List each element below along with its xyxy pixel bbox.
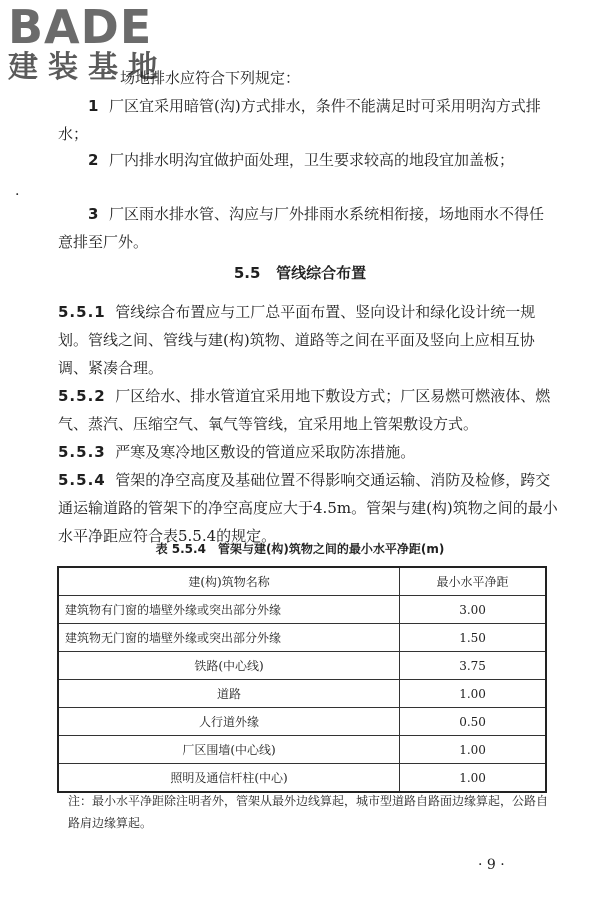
clause-554 [58,466,558,550]
table-row [58,708,546,736]
page-number: · 9 · [478,857,505,873]
clause-552 [58,382,558,438]
table-row [58,764,546,793]
list-item-2 [58,146,558,174]
table-cell-value: 3.00 [400,596,546,624]
clause-number: 5.5.1 [58,303,106,321]
list-item-3 [58,200,558,256]
table-cell-value: 1.00 [400,736,546,764]
clause-text: 严寒及寒冷地区敷设的管道应采取防冻措施。 [115,443,416,461]
list-item-number: 3 [88,205,100,223]
table-cell-value: 0.50 [400,708,546,736]
table-cell-name: 人行道外缘 [58,708,400,736]
table-note: 注：最小水平净距除注明者外，管架从最外边线算起，城市型道路自路面边缘算起，公路自路肩边缘算起。 [68,794,549,830]
table-row [58,652,546,680]
list-item-text: 厂内排水明沟宜做护面处理，卫生要求较高的地段宜加盖板； [108,151,514,169]
clause-553 [58,438,558,466]
clause-intro [120,64,560,92]
table-cell-value: 1.00 [400,680,546,708]
table-cell-name: 建筑物有门窗的墙壁外缘或突出部分外缘 [58,596,400,624]
table-row [58,624,546,652]
section-number: 5.5 [233,264,261,282]
clause-number: 5.5.2 [58,387,106,405]
table-caption: 表 5.5.4 管架与建(构)筑物之间的最小水平净距(m) [155,542,445,556]
table-cell-value: 1.50 [400,624,546,652]
list-item-text: 厂区宜采用暗管(沟)方式排水，条件不能满足时可采用明沟方式排水； [58,97,541,143]
clause-text: 管线综合布置应与工厂总平面布置、竖向设计和绿化设计统一规划。管线之间、管线与建(构)筑物、道路等之间在平面及竖向上应相互协调、紧凑合理。 [58,303,536,377]
table-cell-name: 建筑物无门窗的墙壁外缘或突出部分外缘 [58,624,400,652]
table-row [58,596,546,624]
list-item-1 [58,92,558,148]
clause-551 [58,298,558,382]
list-item-number: 1 [88,97,100,115]
logo-chinese: 建装基地 [8,50,168,85]
clause-number: 5.5.4 [58,471,106,489]
table-header-row [58,567,546,596]
clearance-table [57,566,547,793]
clause-intro-text: 场地排水应符合下列规定： [120,69,301,87]
table-cell-name: 厂区围墙(中心线) [58,736,400,764]
table-header-name: 建(构)筑物名称 [58,567,400,596]
clause-number: 5.5.3 [58,443,106,461]
list-item-number: 2 [88,151,100,169]
table-cell-value: 3.75 [400,652,546,680]
table-cell-name: 铁路(中心线) [58,652,400,680]
stray-dot: . [15,183,20,199]
table-row [58,680,546,708]
section-heading [0,262,600,283]
table-cell-value: 1.00 [400,764,546,793]
table-cell-name: 道路 [58,680,400,708]
list-item-text: 厂区雨水排水管、沟应与厂外排雨水系统相衔接，场地雨水不得任意排至厂外。 [58,205,544,251]
table-cell-name: 照明及通信杆柱(中心) [58,764,400,793]
table-row [58,736,546,764]
logo-wordmark: BADE [8,0,153,54]
section-title: 管线综合布置 [276,264,367,282]
clause-text: 管架的净空高度及基础位置不得影响交通运输、消防及检修，跨交通运输道路的管架下的净空高度应大于4.5m。管架与建(构)筑物之间的最小水平净距应符合表5.5.4的规定。 [58,471,558,545]
table-header-value: 最小水平净距 [400,567,546,596]
clause-text: 厂区给水、排水管道宜采用地下敷设方式；厂区易燃可燃液体、燃气、蒸汽、压缩空气、氧气等管线，宜采用地上管架敷设方式。 [58,387,551,433]
